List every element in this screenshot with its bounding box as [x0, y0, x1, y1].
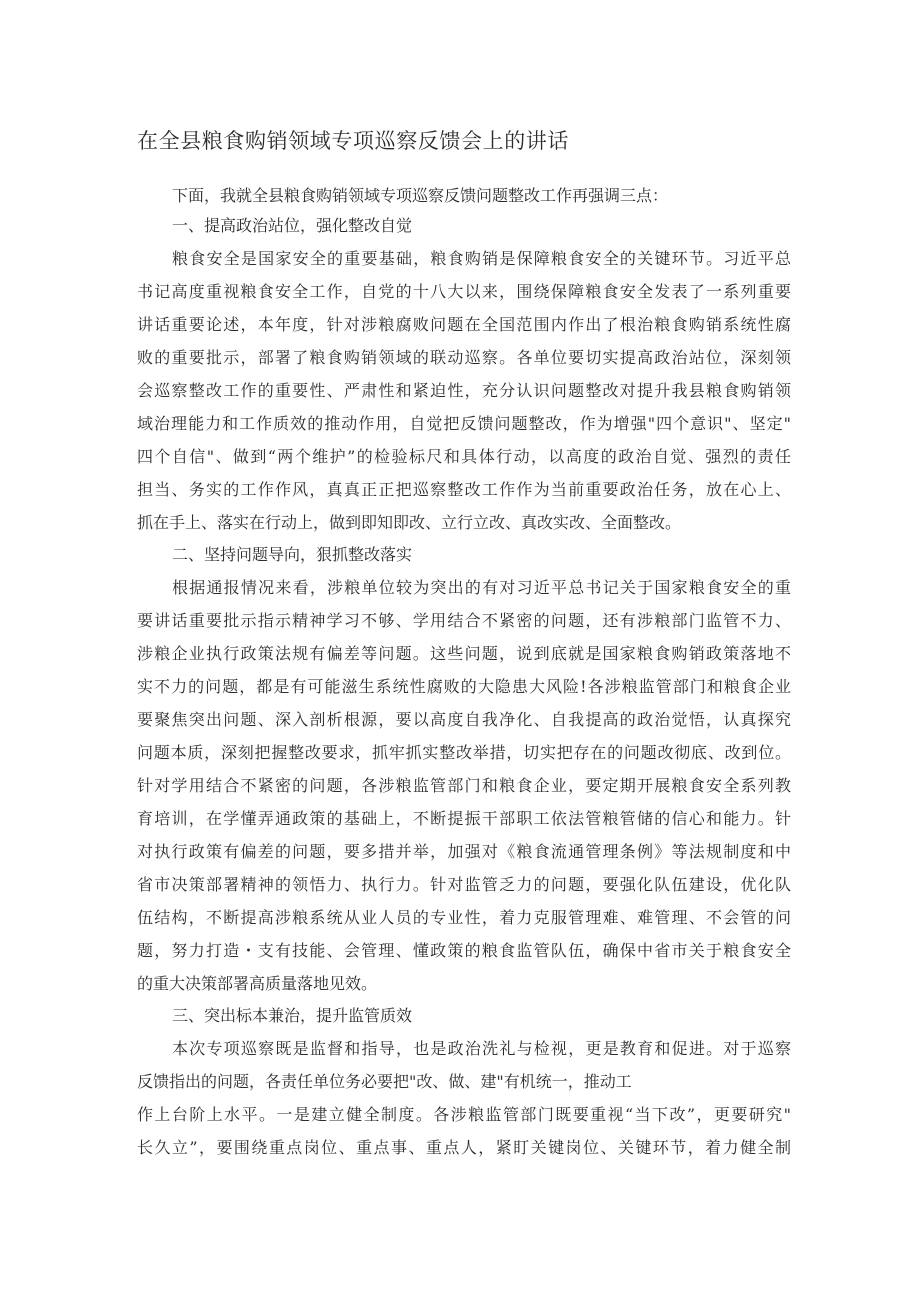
paragraph-line: 伍结构，不断提高涉粮系统从业人员的专业性，着力克服管理难、难管理、不会管的问: [137, 908, 791, 927]
paragraph-line: 书记高度重视粮食安全工作，自党的十八大以来，围绕保障粮食安全发表了一系列重要: [137, 282, 791, 301]
paragraph-line: 担当、务实的工作作风，真真正正把巡察整改工作作为当前重要政治任务，放在心上、: [137, 480, 791, 499]
paragraph-line: 四个自信"、做到“两个维护”的检验标尺和具体行动，以高度的政治自觉、强烈的责任: [137, 447, 791, 466]
paragraph-line: 会巡察整改工作的重要性、严肃性和紧迫性，充分认识问题整改对提升我县粮食购销领: [137, 381, 791, 400]
paragraph-line: 作上台阶上水平。一是建立健全制度。各涉粮监管部门既要重视“当下改”，更要研究": [137, 1105, 791, 1124]
section-heading-1: 一、提高政治站位，强化整改自觉: [172, 216, 413, 235]
paragraph-line: 的重大决策部署高质量落地见效。: [137, 974, 378, 993]
paragraph-line: 题，努力打造・支有技能、会管理、懂政策的粮食监管队伍，确保中省市关于粮食安全: [137, 941, 791, 960]
paragraph-line: 涉粮企业执行政策法规有偏差等问题。这些问题，说到底就是国家粮食购销政策落地不: [137, 644, 791, 663]
paragraph-line: 要讲话重要批示指示精神学习不够、学用结合不紧密的问题，还有涉粮部门监管不力、: [137, 611, 791, 630]
paragraph-line: 针对学用结合不紧密的问题，各涉粮监管部门和粮食企业，要定期开展粮食安全系列教: [137, 776, 791, 795]
paragraph-line: 要聚焦突出问题、深入剖析根源，要以高度自我净化、自我提高的政治觉悟，认真探究: [137, 710, 791, 729]
document-title: 在全县粮食购销领域专项巡察反馈会上的讲话: [137, 129, 569, 153]
paragraph-line: 问题本质，深刻把握整改要求，抓牢抓实整改举措，切实把存在的问题改彻底、改到位。: [137, 743, 791, 762]
section-heading-2: 二、坚持问题导向，狠抓整改落实: [172, 545, 413, 564]
paragraph-line: 粮食安全是国家安全的重要基础，粮食购销是保障粮食安全的关键环节。习近平总: [172, 249, 791, 268]
paragraph-line: 败的重要批示，部署了粮食购销领域的联动巡察。各单位要切实提高政治站位，深刻领: [137, 348, 791, 367]
paragraph-line: 长久立”，要围绕重点岗位、重点事、重点人，紧盯关键岗位、关键环节，着力健全制: [137, 1138, 791, 1157]
paragraph-line: 抓在手上、落实在行动上，做到即知即改、立行立改、真改实改、全面整改。: [137, 513, 682, 532]
section-heading-3: 三、突出标本兼治，提升监管质效: [172, 1006, 413, 1025]
intro-paragraph: 下面，我就全县粮食购销领域专项巡察反馈问题整改工作再强调三点：: [172, 186, 669, 205]
paragraph-line: 对执行政策有偏差的问题，要多措并举，加强对《粮食流通管理条例》等法规制度和中: [137, 842, 791, 861]
paragraph-line: 育培训，在学懂弄通政策的基础上，不断提振干部职工依法管粮管储的信心和能力。针: [137, 809, 791, 828]
paragraph-line: 讲话重要论述，本年度，针对涉粮腐败问题在全国范围内作出了根治粮食购销系统性腐: [137, 315, 791, 334]
paragraph-line: 域治理能力和工作质效的推动作用，自觉把反馈问题整改，作为增强"四个意识"、坚定": [137, 414, 791, 433]
paragraph-line: 实不力的问题，都是有可能滋生系统性腐败的大隐患大风险!各涉粮监管部门和粮食企业: [137, 677, 791, 696]
paragraph-line: 根据通报情况来看，涉粮单位较为突出的有对习近平总书记关于国家粮食安全的重: [172, 578, 791, 597]
paragraph-line: 反馈指出的问题，各责任单位务必要把"改、做、建"有机统一，推动工: [137, 1072, 632, 1091]
paragraph-line: 省市决策部署精神的领悟力、执行力。针对监管乏力的问题，要强化队伍建设，优化队: [137, 875, 791, 894]
paragraph-line: 本次专项巡察既是监督和指导，也是政治洗礼与检视，更是教育和促进。对于巡察: [172, 1039, 791, 1058]
